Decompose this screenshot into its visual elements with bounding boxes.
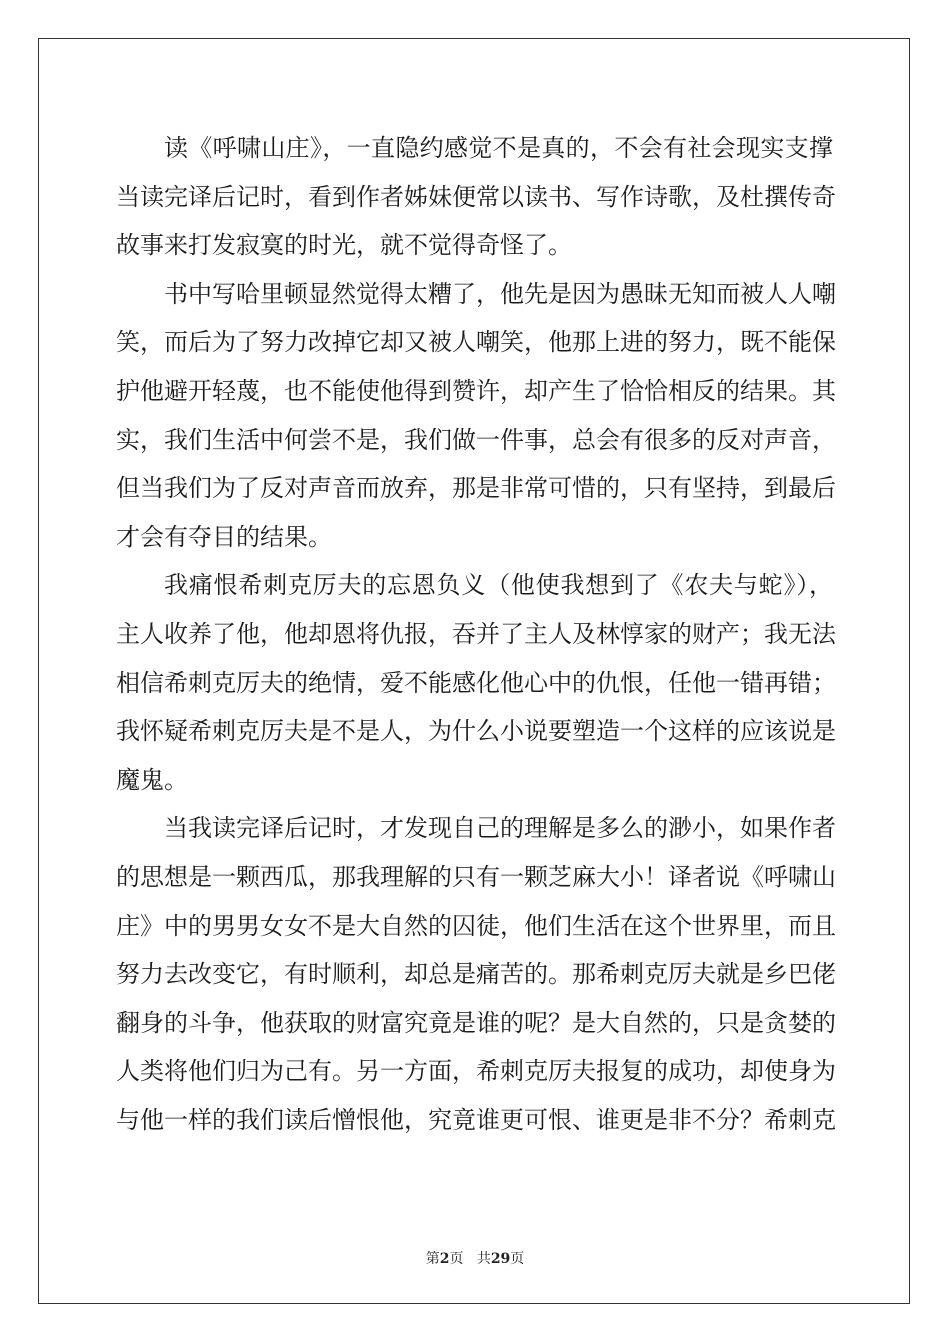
text-line: 书中写哈里顿显然觉得太糟了，他先是因为愚昧无知而被人人嘲 bbox=[164, 279, 836, 308]
text-line: 我怀疑希刺克厉夫是不是人，为什么小说要塑造一个这样的应该说是 bbox=[116, 717, 836, 746]
text-line: 人类将他们归为己有。另一方面，希刺克厉夫报复的成功，却使身为 bbox=[116, 1057, 836, 1086]
text-line: 才会有夺目的结果。 bbox=[116, 522, 332, 551]
text-line: 笑，而后为了努力改掉它却又被人嘲笑，他那上进的努力，既不能保 bbox=[116, 328, 836, 357]
text-line: 护他避开轻蔑，也不能使他得到赞许，却产生了恰恰相反的结果。其 bbox=[116, 376, 836, 405]
text-line: 当读完译后记时，看到作者姊妹便常以读书、写作诗歌，及杜撰传奇 bbox=[116, 182, 836, 211]
text-line: 相信希刺克厉夫的绝情，爱不能感化他心中的仇恨，任他一错再错； bbox=[116, 668, 836, 697]
total-suffix: 页 bbox=[510, 1251, 525, 1267]
text-line: 魔鬼。 bbox=[116, 765, 188, 794]
text-line: 当我读完译后记时，才发现自己的理解是多么的渺小，如果作者 bbox=[164, 814, 836, 843]
page-number: 2 bbox=[439, 1251, 450, 1267]
page-suffix: 页 bbox=[449, 1251, 464, 1267]
text-line: 努力去改变它，有时顺利，却总是痛苦的。那希刺克厉夫就是乡巴佬 bbox=[116, 960, 836, 989]
text-line: 翻身的斗争，他获取的财富究竟是谁的呢？是大自然的，只是贪婪的 bbox=[116, 1008, 836, 1037]
text-line: 主人收养了他，他却恩将仇报，吞并了主人及林惇家的财产；我无法 bbox=[116, 619, 836, 648]
document-body bbox=[116, 124, 836, 1144]
total-pages: 29 bbox=[490, 1251, 511, 1267]
total-prefix: 共 bbox=[476, 1251, 491, 1267]
text-line: 但当我们为了反对声音而放弃，那是非常可惜的，只有坚持，到最后 bbox=[116, 474, 836, 503]
text-line: 与他一样的我们读后憎恨他，究竟谁更可恨、谁更是非不分？希刺克 bbox=[116, 1105, 836, 1134]
text-line: 庄》中的男男女女不是大自然的囚徒，他们生活在这个世界里，而且 bbox=[116, 911, 836, 940]
text-line: 故事来打发寂寞的时光，就不觉得奇怪了。 bbox=[116, 231, 572, 260]
page-footer bbox=[0, 1248, 950, 1268]
text-line: 读《呼啸山庄》，一直隐约感觉不是真的，不会有社会现实支撑 bbox=[164, 134, 833, 162]
text-line: 我痛恨希刺克厉夫的忘恩负义（他使我想到了《农夫与蛇》）， bbox=[164, 571, 833, 600]
page-prefix: 第 bbox=[425, 1251, 440, 1267]
text-line: 的思想是一颗西瓜，那我理解的只有一颗芝麻大小！译者说《呼啸山 bbox=[116, 862, 836, 891]
text-line: 实，我们生活中何尝不是，我们做一件事，总会有很多的反对声音， bbox=[116, 425, 836, 454]
